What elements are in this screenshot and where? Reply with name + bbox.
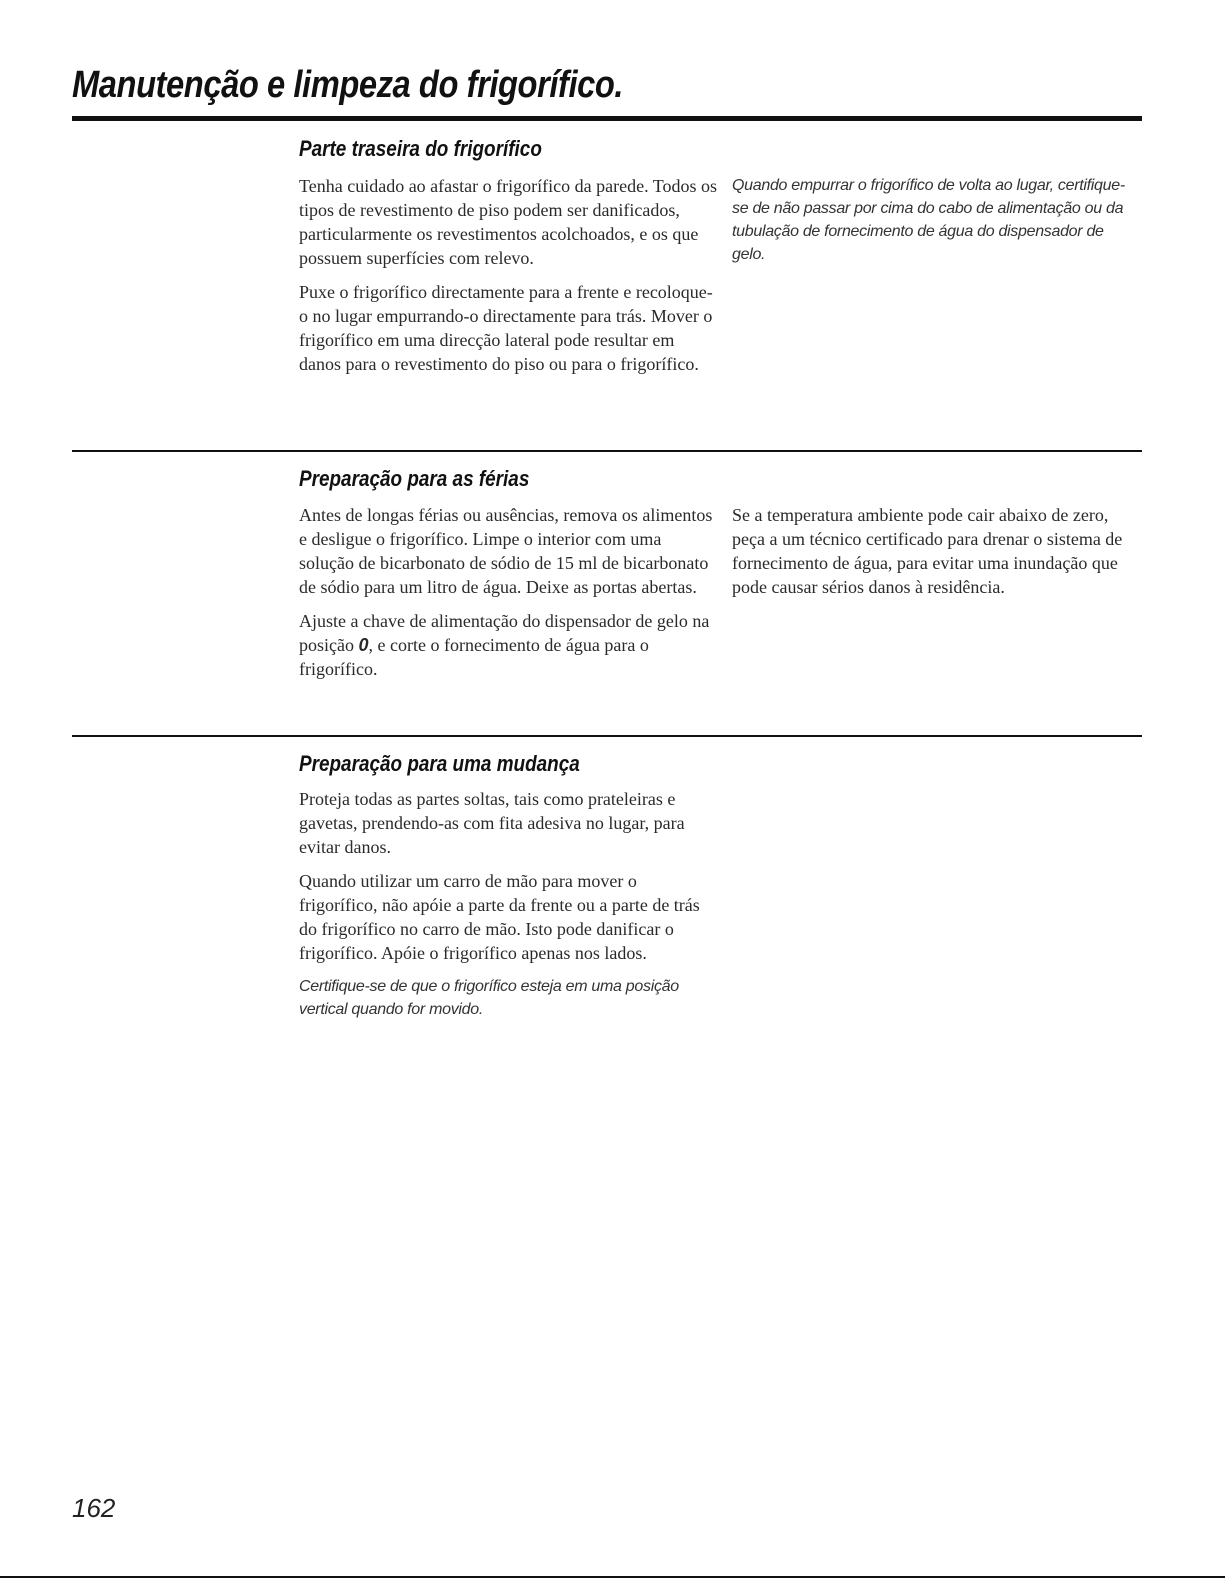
paragraph: Quando utilizar um carro de mão para mover o frigorífico, não apóie a parte da frente ou a parte de trás do frigorífico no carro de mão. Isto pode danificar o frigorífico. Apóie o frigorífico apenas nos lados.	[299, 871, 700, 963]
page-title: Manutenção e limpeza do frigorífico.	[72, 64, 624, 106]
section-back-note: Quando empurrar o frigorífico de volta ao lugar, certifique-se de não passar por cima do cabo de alimentação ou da tubulação de fornecimento de água do dispensador de gelo.	[732, 177, 1125, 263]
section-heading-moving: Preparação para uma mudança	[299, 751, 580, 776]
section-heading-vacation: Preparação para as férias	[299, 466, 530, 491]
title-divider	[72, 116, 1142, 121]
section-back-left-column	[299, 174, 719, 386]
section-heading-back: Parte traseira do frigorífico	[299, 136, 542, 161]
text: Ajuste a chave de alimentação do dispensador de gelo na posição	[299, 611, 710, 655]
paragraph-switch	[299, 609, 719, 681]
text: , e corte o fornecimento de água para o frigorífico.	[299, 635, 649, 679]
paragraph: Proteja todas as partes soltas, tais como prateleiras e gavetas, prendendo-as com fita adesiva no lugar, para evitar danos.	[299, 789, 685, 857]
switch-position-zero: 0	[358, 635, 369, 655]
moving-note: Certifique-se de que o frigorífico esteja em uma posição vertical quando for movido.	[299, 978, 679, 1018]
section-divider	[72, 735, 1142, 737]
section-moving-left-column	[299, 787, 719, 1031]
section-vacation-left-column	[299, 503, 719, 691]
section-vacation-right-column	[732, 503, 1142, 609]
page-number: 162	[72, 1493, 116, 1523]
section-divider	[72, 450, 1142, 452]
paragraph: Tenha cuidado ao afastar o frigorífico da parede. Todos os tipos de revestimento de piso podem ser danificados, particularmente os revestimentos acolchoados, e os que possuem superfícies com relevo.	[299, 176, 717, 268]
paragraph: Se a temperatura ambiente pode cair abaixo de zero, peça a um técnico certificado para drenar o sistema de fornecimento de água, para evitar uma inundação que pode causar sérios danos à residência.	[732, 505, 1123, 597]
paragraph: Puxe o frigorífico directamente para a frente e recoloque-o no lugar empurrando-o directamente para trás. Mover o frigorífico em uma direcção lateral pode resultar em danos para o revestimento do piso ou para o frigorífico.	[299, 282, 713, 374]
paragraph: Antes de longas férias ou ausências, remova os alimentos e desligue o frigorífico. Limpe o interior com uma solução de bicarbonato de sódio de 15 ml de bicarbonato de sódio para um litro de água. Deixe as portas abertas.	[299, 505, 713, 597]
page-bottom-line	[0, 1576, 1225, 1578]
